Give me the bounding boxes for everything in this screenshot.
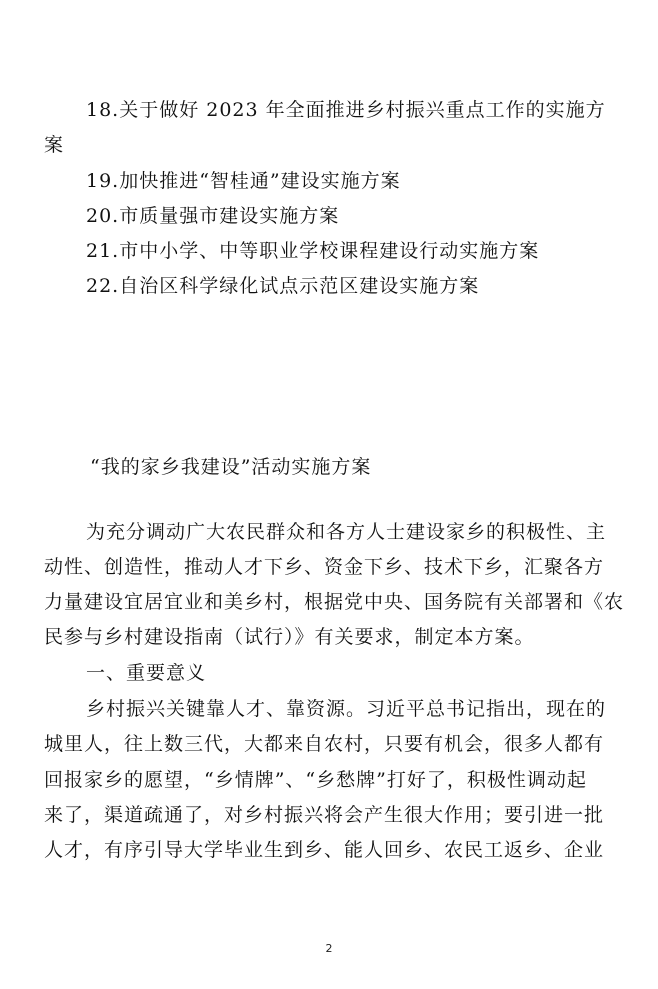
section-line: 人才，有序引导大学毕业生到乡、能人回乡、农民工返乡、企业 <box>44 839 605 861</box>
list-item-19: 19.加快推进“智桂通”建设实施方案 <box>86 170 401 192</box>
list-item-20: 20.市质量强市建设实施方案 <box>86 205 340 227</box>
intro-line: 力量建设宜居宜业和美乡村，根据党中央、国务院有关部署和《农 <box>44 591 625 613</box>
intro-line: 民参与乡村建设指南（试行）》有关要求，制定本方案。 <box>44 626 535 648</box>
section-line: 来了，渠道疏通了，对乡村振兴将会产生很大作用；要引进一批 <box>44 804 605 826</box>
section-line: 回报家乡的愿望，“乡情牌”、“乡愁牌”打好了，积极性调动起 <box>44 769 587 791</box>
list-item-18-continuation: 案 <box>44 134 65 156</box>
list-item-22: 22.自治区科学绿化试点示范区建设实施方案 <box>86 275 480 297</box>
section-line: 城里人，往上数三代，大都来自农村，只要有机会，很多人都有 <box>44 733 605 755</box>
section-heading: 一、重要意义 <box>86 662 207 684</box>
list-item-21: 21.市中小学、中等职业学校课程建设行动实施方案 <box>86 240 540 262</box>
list-item-18: 18.关于做好 2023 年全面推进乡村振兴重点工作的实施方 <box>86 99 606 121</box>
page-number: 2 <box>325 942 333 955</box>
section-line: 乡村振兴关键靠人才、靠资源。习近平总书记指出，现在的 <box>86 698 607 720</box>
document-title: “我的家乡我建设”活动实施方案 <box>90 456 372 478</box>
intro-line: 动性、创造性，推动人才下乡、资金下乡、技术下乡，汇聚各方 <box>44 556 605 578</box>
intro-line: 为充分调动广大农民群众和各方人士建设家乡的积极性、主 <box>86 521 607 543</box>
